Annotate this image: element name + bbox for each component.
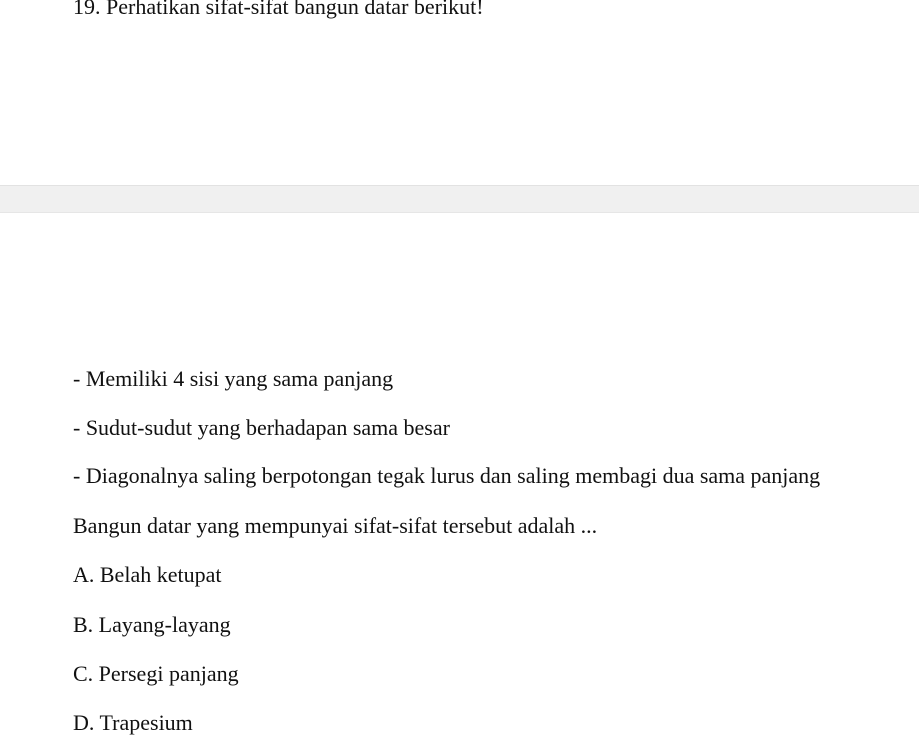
answer-option-a[interactable]: A. Belah ketupat [73,562,222,587]
property-item: - Diagonalnya saling berpotongan tegak lurus dan saling membagi dua sama panjang [73,463,821,488]
property-item: - Memiliki 4 sisi yang sama panjang [73,366,394,391]
property-item: - Sudut-sudut yang berhadapan sama besar [73,415,450,440]
answer-option-c[interactable]: C. Persegi panjang [73,661,239,686]
question-prompt: Bangun datar yang mempunyai sifat-sifat tersebut adalah ... [73,513,598,538]
answer-option-d[interactable]: D. Trapesium [73,710,193,735]
answer-option-b[interactable]: B. Layang-layang [73,612,231,637]
image-placeholder-band [0,185,919,213]
question-title: 19. Perhatikan sifat-sifat bangun datar berikut! [73,0,484,19]
